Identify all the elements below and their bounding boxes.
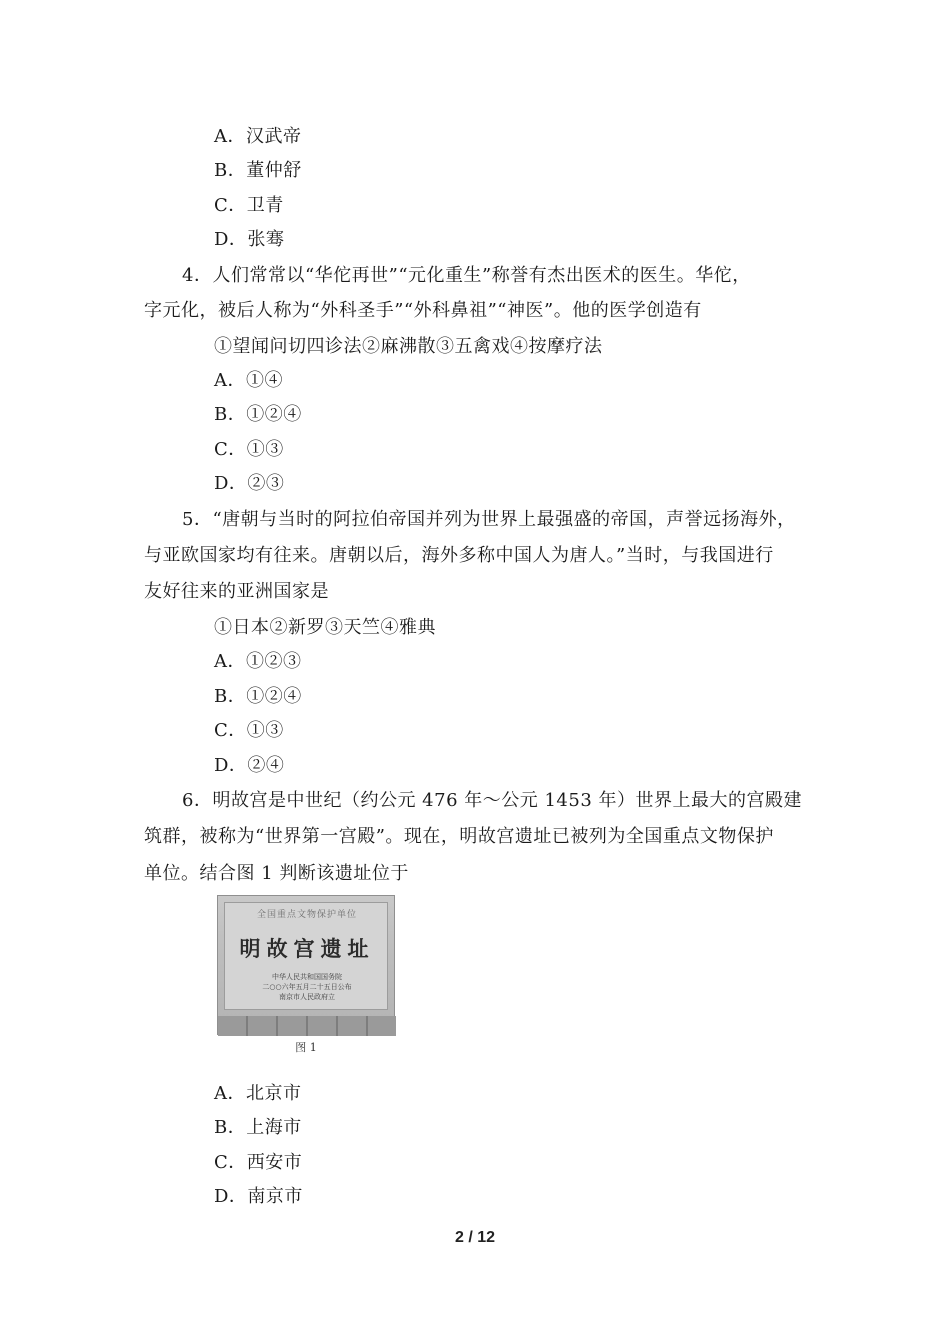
q4-stem-line2: 字元化，被后人称为“外科圣手”“外科鼻祖”“神医”。他的医学创造有 <box>144 300 702 321</box>
q5-option-a: A．①②③ <box>214 651 302 672</box>
q3-option-b: B．董仲舒 <box>214 160 302 181</box>
plaque-base-wall <box>218 1016 396 1036</box>
q4-option-d: D．②③ <box>214 473 285 494</box>
plaque-face <box>224 902 388 1010</box>
page-number: 2 / 12 <box>454 1229 496 1246</box>
q4-option-c: C．①③ <box>214 439 284 460</box>
plaque-date: 二○○六年五月二十五日公布 <box>262 983 352 991</box>
figure-caption: 图 1 <box>295 1041 317 1054</box>
q6-option-d: D．南京市 <box>214 1186 303 1207</box>
q4-option-b: B．①②④ <box>214 404 302 425</box>
q6-stem-line2: 筑群，被称为“世界第一宫殿”。现在，明故宫遗址已被列为全国重点文物保护 <box>144 826 774 847</box>
q6-option-c: C．西安市 <box>214 1152 303 1173</box>
q6-stem-line3: 单位。结合图 1 判断该遗址位于 <box>144 863 409 884</box>
q5-statement: ①日本②新罗③天竺④雅典 <box>214 617 436 638</box>
q5-stem-line3: 友好往来的亚洲国家是 <box>144 581 329 602</box>
q5-option-d: D．②④ <box>214 755 285 776</box>
q6-stem-line1: 6．明故宫是中世纪（约公元 476 年～公元 1453 年）世界上最大的宫殿建 <box>182 790 803 811</box>
q3-option-a: A．汉武帝 <box>214 126 302 147</box>
q3-option-c: C．卫青 <box>214 195 284 216</box>
q6-option-b: B．上海市 <box>214 1117 302 1138</box>
plaque-issuer: 中华人民共和国国务院 <box>272 973 342 981</box>
figure-1-plaque-photo <box>217 895 395 1059</box>
q4-option-a: A．①④ <box>214 370 283 391</box>
q6-option-a: A．北京市 <box>214 1083 302 1104</box>
q5-option-c: C．①③ <box>214 720 284 741</box>
q4-stem-line1: 4．人们常常以“华佗再世”“元化重生”称誉有杰出医术的医生。华佗， <box>182 265 751 286</box>
q5-stem-line1: 5．“唐朝与当时的阿拉伯帝国并列为世界上最强盛的帝国，声誉远扬海外， <box>182 509 796 530</box>
plaque-title: 明故宫遗址 <box>239 936 375 961</box>
q3-option-d: D．张骞 <box>214 229 285 250</box>
q4-statement: ①望闻问切四诊法②麻沸散③五禽戏④按摩疗法 <box>214 336 603 357</box>
plaque-erected-by: 南京市人民政府立 <box>279 993 335 1001</box>
q5-option-b: B．①②④ <box>214 686 302 707</box>
plaque-stone <box>217 895 395 1035</box>
plaque-top-text: 全国重点文物保护单位 <box>256 910 357 920</box>
q5-stem-line2: 与亚欧国家均有往来。唐朝以后，海外多称中国人为唐人。”当时，与我国进行 <box>144 545 774 566</box>
